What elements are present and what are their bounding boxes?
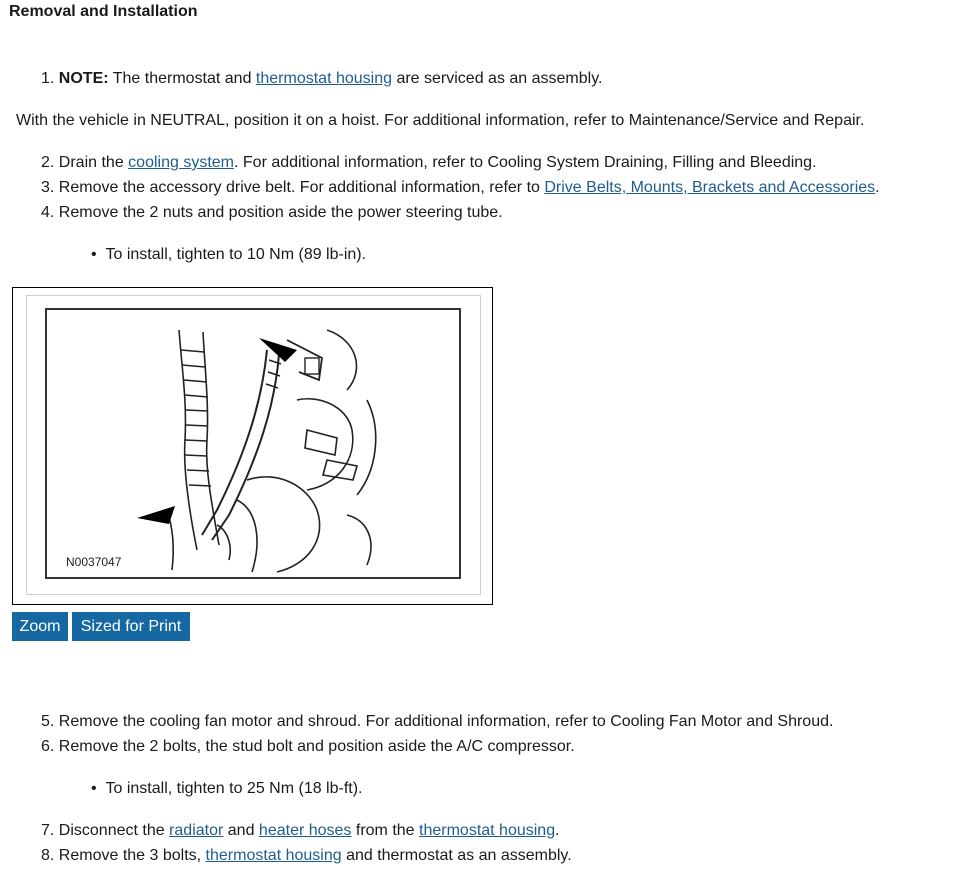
heater-hoses-link[interactable]: heater hoses (258, 822, 352, 839)
figure-container (12, 287, 493, 605)
step-7 (41, 822, 560, 840)
step-2 (41, 154, 817, 172)
zoom-button[interactable]: Zoom (12, 612, 68, 641)
step-text: Drain the (58, 154, 129, 171)
figure-border (26, 295, 481, 595)
torque-note-2 (91, 780, 363, 798)
step-text: The thermostat and (108, 70, 256, 87)
step-5 (41, 713, 833, 731)
step-3 (41, 179, 880, 197)
step-text: . (555, 822, 560, 839)
step-text: Disconnect the (58, 822, 170, 839)
bullet-text: To install, tighten to 25 Nm (18 lb-ft). (105, 780, 363, 797)
step-text: and thermostat as an assembly. (341, 847, 572, 864)
step-4 (41, 204, 503, 222)
step-text: Remove the cooling fan motor and shroud. For additional information, refer to Cooling Fan Motor and Shroud. (58, 713, 834, 730)
section-heading: Removal and Installation (9, 3, 198, 20)
bullet-icon: • (91, 780, 97, 797)
sized-for-print-button[interactable]: Sized for Print (72, 612, 190, 641)
step-text: from the (351, 822, 420, 839)
step-text: . (875, 179, 880, 196)
step-number: 2. (41, 154, 55, 171)
step-8 (41, 847, 572, 865)
step-text: Remove the 3 bolts, (58, 847, 206, 864)
step-number: 1. (41, 70, 55, 87)
drive-belts-link[interactable]: Drive Belts, Mounts, Brackets and Accessories (544, 179, 876, 196)
step-text: are serviced as an assembly. (392, 70, 603, 87)
bullet-text: To install, tighten to 10 Nm (89 lb-in). (105, 246, 367, 263)
step-text: . For additional information, refer to Cooling System Draining, Filling and Bleeding. (234, 154, 817, 171)
figure-id: N0037047 (66, 555, 122, 569)
step-6 (41, 738, 575, 756)
hoist-instruction: With the vehicle in NEUTRAL, position it on a hoist. For additional information, refer to Maintenance/Service and Repair. (16, 112, 865, 129)
step-number: 3. (41, 179, 55, 196)
torque-note-1 (91, 246, 366, 264)
step-text: Remove the 2 bolts, the stud bolt and position aside the A/C compressor. (58, 738, 575, 755)
thermostat-housing-link[interactable]: thermostat housing (205, 847, 342, 864)
cooling-system-link[interactable]: cooling system (128, 154, 234, 171)
step-number: 8. (41, 847, 55, 864)
thermostat-housing-link[interactable]: thermostat housing (419, 822, 556, 839)
step-number: 4. (41, 204, 55, 221)
step-number: 7. (41, 822, 55, 839)
step-text: and (223, 822, 259, 839)
step-number: 6. (41, 738, 55, 755)
figure-illustration (45, 308, 461, 579)
step-text: Remove the 2 nuts and position aside the power steering tube. (58, 204, 503, 221)
bullet-icon: • (91, 246, 97, 263)
radiator-link[interactable]: radiator (169, 822, 224, 839)
power-steering-tube-illustration (47, 310, 459, 577)
thermostat-housing-link[interactable]: thermostat housing (255, 70, 392, 87)
note-label: NOTE: (58, 70, 109, 87)
step-number: 5. (41, 713, 55, 730)
step-1 (41, 70, 602, 88)
step-text: Remove the accessory drive belt. For additional information, refer to (58, 179, 545, 196)
